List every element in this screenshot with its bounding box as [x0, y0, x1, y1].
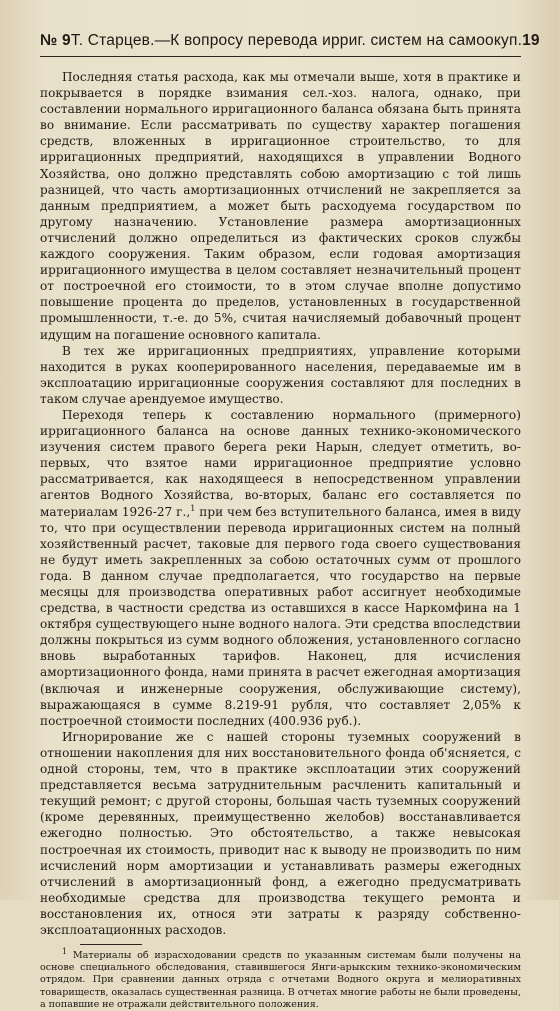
paragraph: Игнорирование же с нашей стороны туземных сооружений в отношении накопления для них восстановительного фонда об'ясняется, с одной стороны, тем, что в практике эксплоатации этих сооружений представляется весьма затруднительным расчленить капитальный и текущий ремонт; с другой стороны, большая часть туземных сооружений (кроме деревянных, преимущественно желобов) восстанавливается ежегодно полностью. Это обстоятельство, а также невысокая построечная их стоимость, приводит нас к выводу не производить по ним исчислений норм амортизации и устанавливать размеры ежегодных отчислений в амортизационный фонд, а ежегодно предусматривать необходимые средства для производства текущего ремонта и восстановления их, относя эти затраты к разряду собственно-эксплоатационных расходов. — [40, 729, 521, 937]
footnote-content: Материалы об израсходовании средств по указанным системам были получены на основе специального обследования, ставившегося Янги-арыкским технико-экономическим отрядом. При сравнении данных отряда с отчетами Водного округа и мелиоративных товариществ, оказалась существенная разница. В отчетах многие работы не были проведены, а попавшие не отражали действительного положения. — [40, 950, 521, 1010]
footnote-separator — [80, 944, 142, 945]
running-header — [40, 32, 540, 57]
paragraph-text: при чем без вступительного баланса, имея в виду то, что при осуществлении перевода ирригационных систем на полный хозяйственный расчет, таковые для первого года своего существования не будут иметь закрепленных за собою остаточных сумм от прошлого года. В данном случае предполагается, что государство на первые месяцы для производства оперативных работ ассигнует необходимые средства, в частности средства из оставшихся в кассе Наркомфина на 1 октября существующего ныне водного налога. Эти средства впоследствии должны покрыться из сумм водного обложения, установленного согласно вновь выработанных тарифов. Наконец, для исчисления амортизационного фонда, нами принята в расчет ежегодная амортизация (включая и инженерные сооружения, обслуживающие систему), выражающаяся в сумме 8.219-91 рубля, что составляет 2,05% к построечной стоимости последних (400.936 руб.). — [40, 504, 521, 728]
article-body — [40, 69, 521, 938]
footnote-text — [40, 946, 521, 1011]
paragraph — [40, 407, 521, 729]
paragraph-text: Переходя теперь к составлению нормального (примерного) ирригационного баланса на основе данных технико-экономического изучения систем правого берега реки Нарын, следует отметить, во-первых, что взятое нами ирригационное предприятие условно рассматривается, как находящееся в непосредственном управлении агентов Водного Хозяйства, во-вторых, баланс его составляется по материалам 1926-27 г., — [40, 407, 521, 519]
paragraph: Последняя статья расхода, как мы отмечали выше, хотя в практике и покрывается в порядке взимания сел.-хоз. налога, однако, при составлении нормального ирригационного баланса обязана быть принята во внимание. Если рассматривать по существу характер погашения средств, вложенных в ирригационное строительство, то для ирригационных предприятий, находящихся в управлении Водного Хозяйства, оно должно представлять собою амортизацию с той лишь разницей, что часть амортизационных отчислений не закрепляется за данным предприятием, а может быть расходуема государством по другому назначению. Установление размера амортизационных отчислений должно определиться из фактических сроков службы каждого сооружения. Таким образом, если годовая амортизация ирригационного имущества в целом составляет незначительный процент от построечной его стоимости, то в этом случае вполне допустимо повышение процента до пределов, установленных в государственной промышленности, т.-е. до 5%, считая начисляемый добавочный процент идущим на погашение основного капитала. — [40, 70, 521, 342]
paragraph: В тех же ирригационных предприятиях, управление которыми находится в руках кооперированного населения, передаваемые им в эксплоатацию ирригационные сооружения составляют для последних в таком случае арендуемое имущество. — [40, 343, 521, 406]
footnote-reference: 1 — [190, 503, 196, 513]
footnote-marker: 1 — [62, 946, 68, 956]
running-title: Т. Старцев.—К вопросу перевода ирриг. систем на самоокуп. — [70, 32, 523, 49]
issue-number: № 9 — [40, 32, 71, 49]
footnote — [40, 946, 521, 1011]
page-number: 19 — [522, 32, 540, 49]
